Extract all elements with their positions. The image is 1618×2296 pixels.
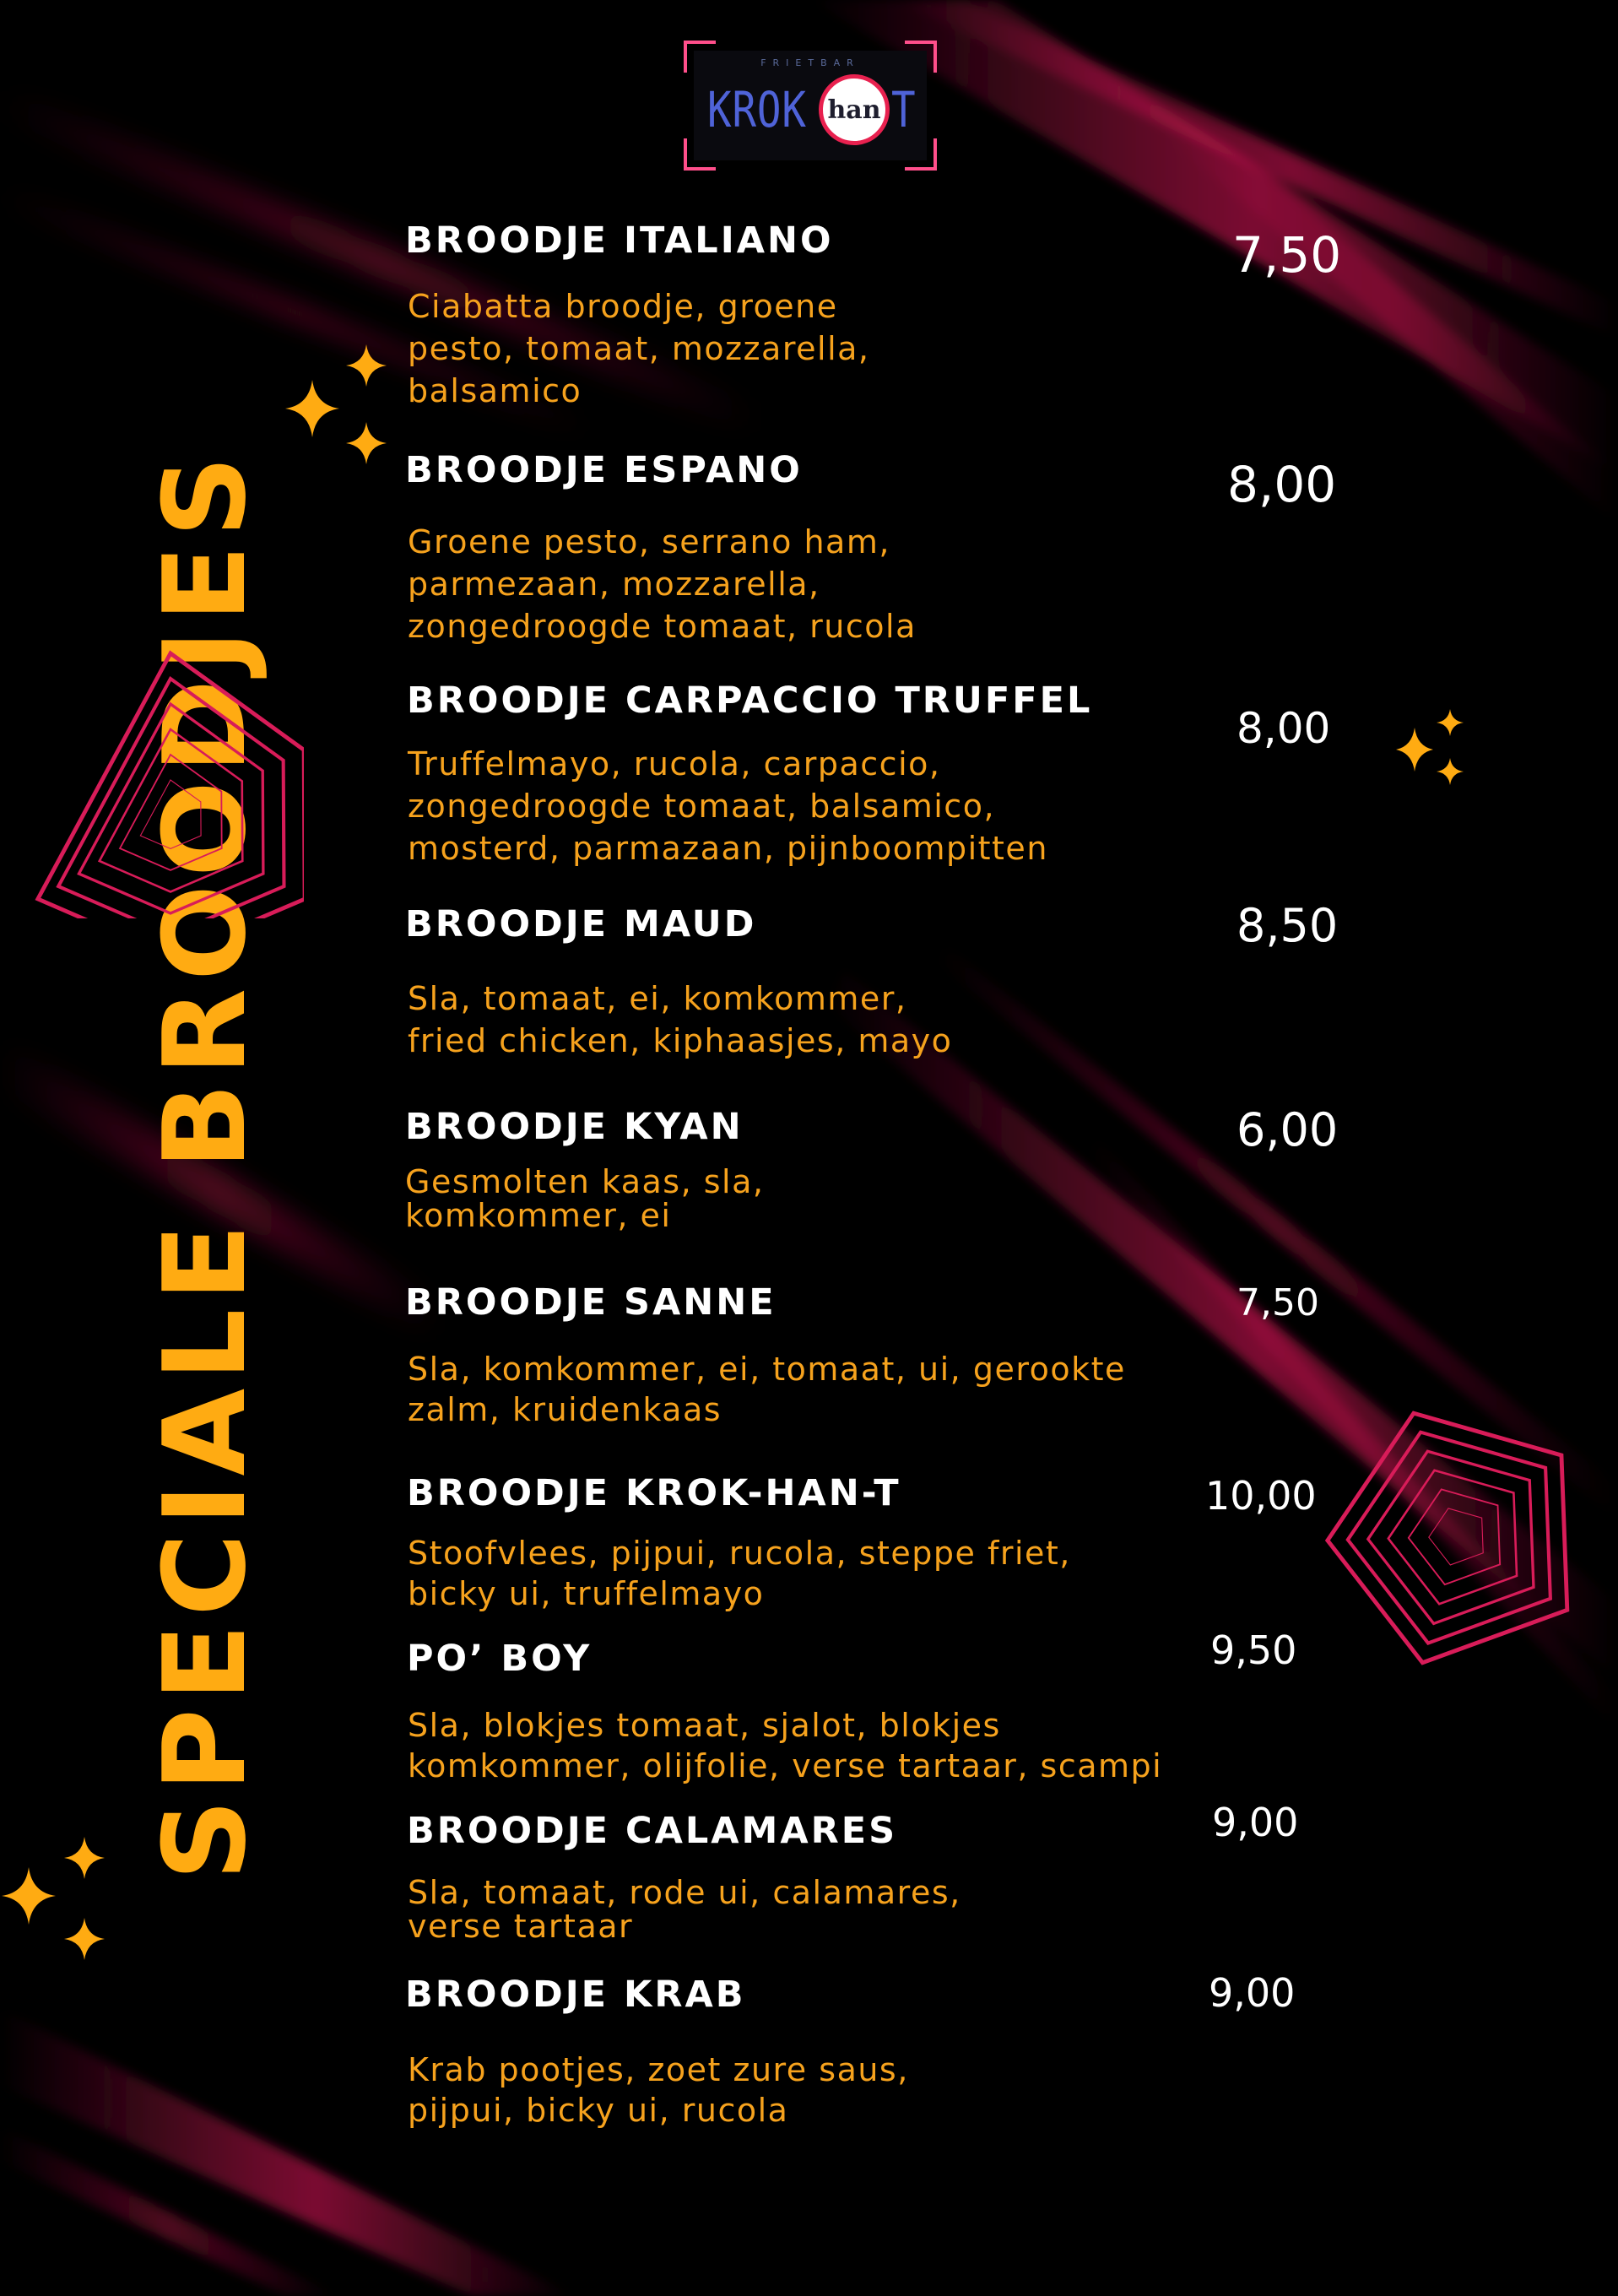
item-price: 9,00 (1212, 1800, 1299, 1845)
item-name: BROODJE KYAN (405, 1106, 744, 1148)
item-price: 6,00 (1236, 1103, 1339, 1156)
item-price: 7,50 (1236, 1281, 1319, 1324)
item-price: 10,00 (1205, 1473, 1317, 1519)
item-description: Groene pesto, serrano ham, parmezaan, mozzarella, zongedroogde tomaat, rucola (408, 523, 917, 645)
pentagon-spiral-icon (17, 648, 304, 918)
item-name: BROODJE KRAB (405, 1974, 746, 2016)
logo-corner (905, 138, 937, 171)
sparkle-icon (0, 1832, 118, 1975)
item-name: PO’ BOY (407, 1638, 593, 1680)
pentagon-spiral-icon (1323, 1393, 1602, 1671)
item-name: BROODJE SANNE (405, 1281, 777, 1324)
item-price: 8,00 (1236, 704, 1331, 753)
logo-tagline: FRIETBAR (760, 57, 860, 68)
item-name: BROODJE MAUD (405, 903, 757, 945)
logo-badge (819, 74, 890, 145)
item-name: BROODJE ITALIANO (405, 219, 834, 262)
item-description: Stoofvlees, pijpui, rucola, steppe friet, bicky ui, truffelmayo (408, 1535, 1071, 1612)
item-description: Truffelmayo, rucola, carpaccio, zongedroogde tomaat, balsamico, mosterd, parmazaan, pijnboompitten (408, 745, 1048, 867)
section-title: SPECIALE BROODJES (139, 447, 271, 1881)
item-description: Sla, blokjes tomaat, sjalot, blokjes komkommer, olijfolie, verse tartaar, scampi (408, 1707, 1163, 1784)
item-price: 7,50 (1232, 226, 1342, 284)
item-name: BROODJE CARPACCIO TRUFFEL (407, 680, 1093, 722)
item-price: 8,00 (1227, 456, 1337, 513)
sparkle-icon (279, 338, 397, 481)
item-name: BROODJE KROK-HAN-T (407, 1472, 901, 1514)
item-price: 9,50 (1210, 1627, 1297, 1673)
krokhant-logo (684, 41, 937, 171)
item-name: BROODJE CALAMARES (407, 1810, 898, 1852)
item-name: BROODJE ESPANO (405, 449, 803, 491)
item-description: Sla, komkommer, ei, tomaat, ui, gerookte zalm, kruidenkaas (408, 1351, 1126, 1428)
sparkle-icon (1393, 702, 1469, 795)
item-description: Sla, tomaat, ei, komkommer, fried chicken, kiphaasjes, mayo (408, 980, 953, 1059)
logo-corner (684, 138, 716, 171)
item-description: Gesmolten kaas, sla, komkommer, ei (405, 1163, 765, 1234)
logo-badge-text: han (827, 95, 881, 125)
logo-word-right: T (891, 81, 917, 138)
logo-word-left: KROK (707, 81, 807, 138)
item-price: 9,00 (1209, 1970, 1296, 2016)
item-description: Ciabatta broodje, groene pesto, tomaat, mozzarella, balsamico (408, 288, 870, 409)
item-description: Krab pootjes, zoet zure saus, pijpui, bicky ui, rucola (408, 2051, 909, 2129)
item-description: Sla, tomaat, rode ui, calamares, verse tartaar (408, 1874, 961, 1945)
item-price: 8,50 (1236, 899, 1339, 952)
